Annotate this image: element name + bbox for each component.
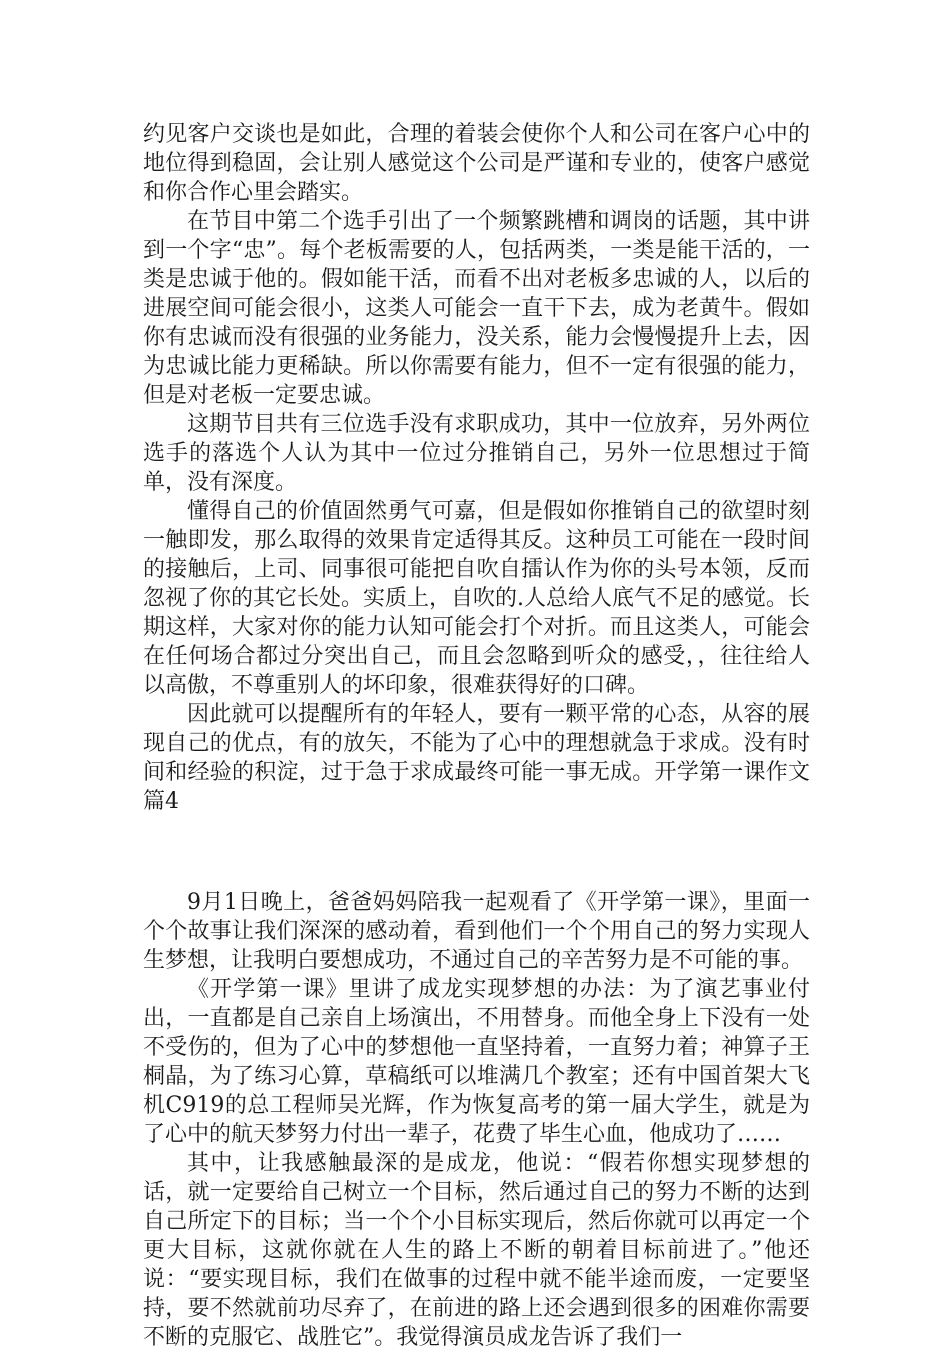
- paragraph-7: 《开学第一课》里讲了成龙实现梦想的办法：为了演艺事业付出，一直都是自己亲自上场演出，不用替身。而他全身上下没有一处不受伤的，但为了心中的梦想他一直坚持着，一直努力着；神算子王桐晶，为了练习心算，草稿纸可以堆满几个教室；还有中国首架大飞机C919的总工程师吴光辉，作为恢复高考的第一届大学生，就是为了心中的航天梦努力付出一辈子，花费了毕生心血，他成功了……: [143, 977, 810, 1147]
- paragraph-5: 因此就可以提醒所有的年轻人，要有一颗平常的心态，从容的展现自己的优点，有的放矢，不能为了心中的理想就急于求成。没有时间和经验的积淀，过于急于求成最终可能一事无成。开学第一课作文 篇4: [143, 702, 810, 814]
- paragraph-4: 懂得自己的价值固然勇气可嘉，但是假如你推销自己的欲望时刻一触即发，那么取得的效果肯定适得其反。这种员工可能在一段时间的接触后，上司、同事很可能把自吹自擂认作为你的头号本领，反而忽视了你的其它长处。实质上，自吹的.人总给人底气不足的感觉。长期这样，大家对你的能力认知可能会打个对折。而且这类人，可能会在任何场合都过分突出自己，而且会忽略到听众的感受，，往往给人以高傲，不尊重别人的坏印象，很难获得好的口碑。: [143, 499, 810, 698]
- paragraph-2: 在节目中第二个选手引出了一个频繁跳槽和调岗的话题，其中讲到一个字“忠”。每个老板需要的人，包括两类，一类是能干活的，一类是忠诚于他的。假如能干活，而看不出对老板多忠诚的人，以后的进展空间可能会很小，这类人可能会一直干下去，成为老黄牛。假如你有忠诚而没有很强的业务能力，没关系，能力会慢慢提升上去，因为忠诚比能力更稀缺。所以你需要有能力，但不一定有很强的能力，但是对老板一定要忠诚。: [143, 209, 810, 408]
- document-page: [143, 120, 810, 1352]
- paragraph-8: 其中，让我感触最深的是成龙，他说：“假若你想实现梦想的话，就一定要给自己树立一个目标，然后通过自己的努力不断的达到自己所定下的目标；当一个个小目标实现后，然后你就可以再定一个更大目标，这就你就在人生的路上不断的朝着目标前进了。”他还说：“要实现目标，我们在做事的过程中就不能半途而废，一定要坚持，要不然就前功尽弃了，在前进的路上还会遇到很多的困难你需要不断的克服它、战胜它”。我觉得演员成龙告诉了我们一: [143, 1151, 810, 1350]
- paragraph-6: 9月1日晚上，爸爸妈妈陪我一起观看了《开学第一课》，里面一个个故事让我们深深的感动着，看到他们一个个用自己的努力实现人生梦想，让我明白要想成功，不通过自己的辛苦努力是不可能的事。: [143, 890, 810, 973]
- paragraph-3: 这期节目共有三位选手没有求职成功，其中一位放弃，另外两位选手的落选个人认为其中一位过分推销自己，另外一位思想过于简单，没有深度。: [143, 412, 810, 495]
- section-gap: [143, 816, 810, 888]
- paragraph-1: 约见客户交谈也是如此，合理的着装会使你个人和公司在客户心中的地位得到稳固，会让别人感觉这个公司是严谨和专业的，使客户感觉和你合作心里会踏实。: [143, 122, 810, 205]
